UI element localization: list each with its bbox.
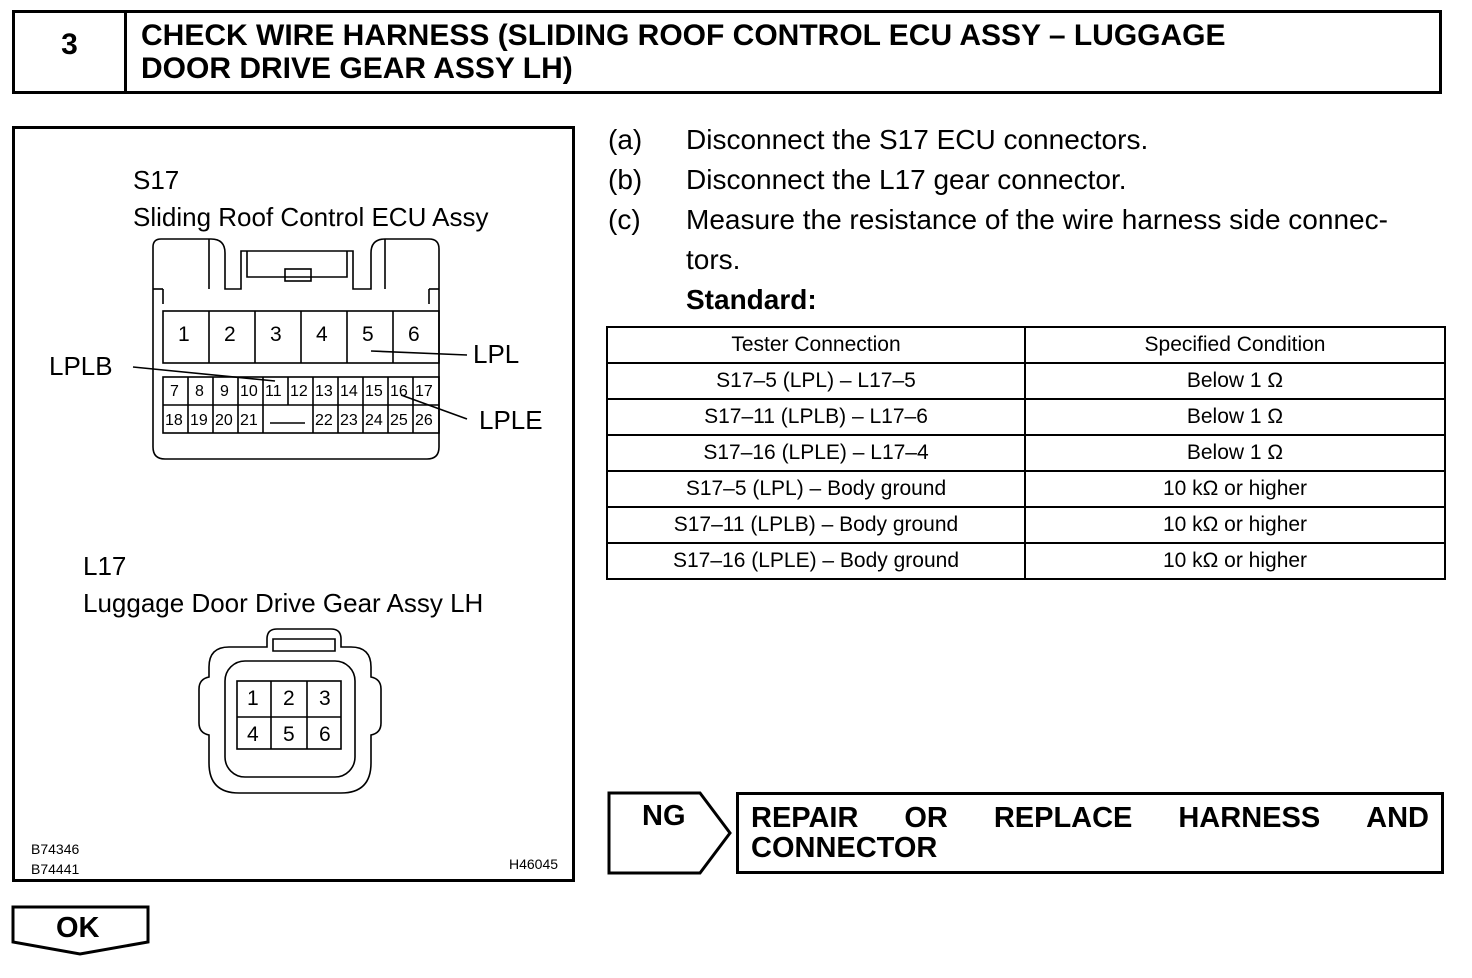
ng-result-word: REPAIR bbox=[751, 802, 859, 834]
ng-result-box bbox=[736, 792, 1444, 874]
l17-pin: 6 bbox=[319, 723, 331, 746]
step-letter-a: (a) bbox=[608, 124, 643, 155]
ng-result-line-2: CONNECTOR bbox=[751, 832, 938, 864]
table-header-row bbox=[607, 327, 1445, 363]
step-number: 3 bbox=[15, 13, 127, 91]
s17-code: S17 bbox=[133, 165, 180, 195]
table-header: Tester Connection bbox=[607, 327, 1025, 363]
callout-lpl: LPL bbox=[473, 339, 520, 369]
table-cell: Below 1 Ω bbox=[1025, 399, 1445, 435]
s17-pin: 7 bbox=[170, 383, 179, 400]
s17-pin: 25 bbox=[390, 412, 408, 429]
s17-pin: 4 bbox=[316, 323, 328, 346]
table-row bbox=[607, 471, 1445, 507]
s17-pin: 17 bbox=[415, 383, 433, 400]
step-text-b: Disconnect the L17 gear connector. bbox=[686, 164, 1127, 195]
l17-pin: 1 bbox=[247, 687, 259, 710]
s17-pin: 9 bbox=[220, 383, 229, 400]
table-row bbox=[607, 399, 1445, 435]
table-row bbox=[607, 363, 1445, 399]
step-title bbox=[141, 19, 1429, 85]
step-title-line-1: CHECK WIRE HARNESS (SLIDING ROOF CONTROL ECU ASSY – LUGGAGE bbox=[141, 19, 1226, 52]
ng-result-word: OR bbox=[904, 802, 948, 834]
table-cell: S17–11 (LPLB) – Body ground bbox=[607, 507, 1025, 543]
step-letter-c: (c) bbox=[608, 204, 641, 235]
s17-pin: 10 bbox=[240, 383, 258, 400]
ng-label: NG bbox=[642, 800, 686, 832]
l17-pin: 5 bbox=[283, 723, 295, 746]
s17-pin: 2 bbox=[224, 323, 236, 346]
s17-pin: 20 bbox=[215, 412, 233, 429]
table-cell: 10 kΩ or higher bbox=[1025, 471, 1445, 507]
table-row bbox=[607, 435, 1445, 471]
l17-pin: 4 bbox=[247, 723, 259, 746]
s17-name: Sliding Roof Control ECU Assy bbox=[133, 202, 489, 232]
ng-result-line-1 bbox=[751, 803, 1429, 833]
ng-result-word: HARNESS bbox=[1178, 802, 1321, 834]
ng-result-word: AND bbox=[1366, 802, 1429, 834]
table-header: Specified Condition bbox=[1025, 327, 1445, 363]
table-cell: Below 1 Ω bbox=[1025, 435, 1445, 471]
s17-pin: 12 bbox=[290, 383, 308, 400]
table-cell: S17–16 (LPLE) – Body ground bbox=[607, 543, 1025, 579]
s17-pin: 15 bbox=[365, 383, 383, 400]
s17-pin: 22 bbox=[315, 412, 333, 429]
spec-table bbox=[606, 326, 1446, 580]
table-cell: 10 kΩ or higher bbox=[1025, 507, 1445, 543]
step-text-a: Disconnect the S17 ECU connectors. bbox=[686, 124, 1149, 155]
step-letter-b: (b) bbox=[608, 164, 643, 195]
s17-pin: 11 bbox=[265, 383, 282, 400]
s17-pin: 6 bbox=[408, 323, 420, 346]
s17-pin: 13 bbox=[315, 383, 333, 400]
standard-label: Standard: bbox=[686, 284, 817, 315]
ref-code: B74346 bbox=[31, 841, 80, 857]
step-title-line-2: DOOR DRIVE GEAR ASSY LH) bbox=[141, 52, 573, 85]
l17-pin: 2 bbox=[283, 687, 295, 710]
s17-pin: 14 bbox=[340, 383, 358, 400]
ref-code: B74441 bbox=[31, 861, 80, 877]
s17-pin: 8 bbox=[195, 383, 204, 400]
ng-result-word: REPLACE bbox=[993, 802, 1133, 834]
step-text-c-line-1: Measure the resistance of the wire harness side connec- bbox=[686, 204, 1388, 235]
s17-connector-drawing bbox=[15, 129, 572, 879]
s17-pin: 24 bbox=[365, 412, 383, 429]
callout-lple: LPLE bbox=[479, 405, 543, 435]
s17-pin: 21 bbox=[240, 412, 258, 429]
s17-pin: 26 bbox=[415, 412, 433, 429]
s17-pin: 3 bbox=[270, 323, 282, 346]
l17-name: Luggage Door Drive Gear Assy LH bbox=[83, 588, 484, 618]
ng-result-text bbox=[751, 803, 1429, 863]
s17-pin: 16 bbox=[390, 383, 408, 400]
step-text-c-line-2: tors. bbox=[686, 244, 741, 275]
table-cell: 10 kΩ or higher bbox=[1025, 543, 1445, 579]
callout-lplb: LPLB bbox=[49, 351, 113, 381]
table-row bbox=[607, 543, 1445, 579]
l17-code: L17 bbox=[83, 551, 127, 581]
s17-pin: 19 bbox=[190, 412, 208, 429]
figure-code: H46045 bbox=[509, 856, 559, 872]
s17-pin: 18 bbox=[165, 412, 183, 429]
ok-label: OK bbox=[56, 912, 100, 944]
table-cell: S17–16 (LPLE) – L17–4 bbox=[607, 435, 1025, 471]
table-cell: S17–5 (LPL) – L17–5 bbox=[607, 363, 1025, 399]
step-header bbox=[12, 10, 1442, 94]
s17-pin: 1 bbox=[178, 323, 190, 346]
connector-figure bbox=[12, 126, 575, 882]
s17-pin: 23 bbox=[340, 412, 358, 429]
l17-pin: 3 bbox=[319, 687, 331, 710]
table-cell: S17–11 (LPLB) – L17–6 bbox=[607, 399, 1025, 435]
table-cell: S17–5 (LPL) – Body ground bbox=[607, 471, 1025, 507]
table-cell: Below 1 Ω bbox=[1025, 363, 1445, 399]
s17-pin: 5 bbox=[362, 323, 374, 346]
table-row bbox=[607, 507, 1445, 543]
